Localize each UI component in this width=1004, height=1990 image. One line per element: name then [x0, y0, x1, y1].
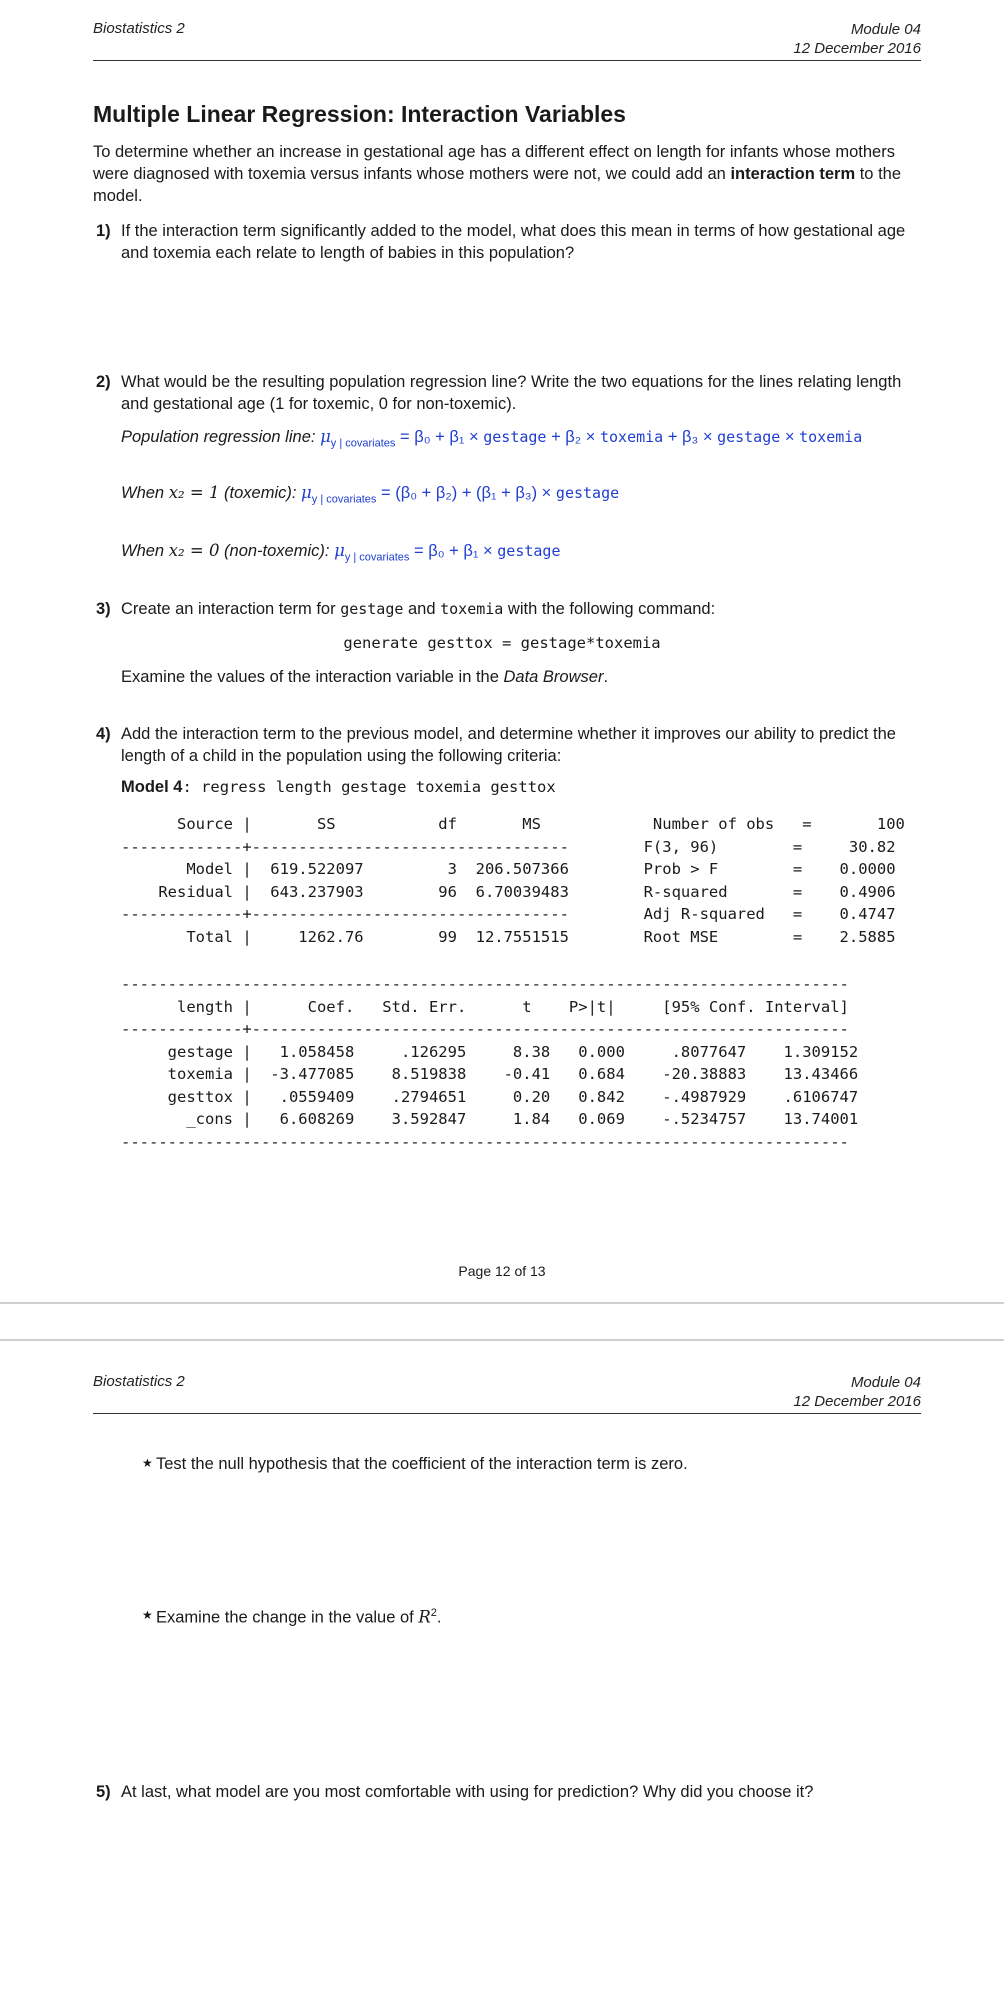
question-number: 5) [96, 1783, 111, 1801]
mu-symbol: μ [334, 541, 345, 560]
q3-text: and [403, 600, 441, 618]
eq-var-gestage: gestage [497, 542, 561, 560]
anova-row: Residual | 643.237903 96 6.70039483 R-squared = 0.4906 [121, 882, 896, 901]
question-number: 2) [96, 373, 111, 391]
question-1 [96, 220, 926, 264]
anova-table [121, 813, 905, 948]
header-module: Module 04 [850, 21, 921, 38]
coef-header: length | Coef. Std. Err. t P>|t| [95% Conf. Interval] [121, 997, 849, 1016]
equation-label: When [121, 542, 165, 560]
bullet-null-hypothesis [142, 1455, 688, 1474]
model-label: Model 4 [121, 778, 183, 796]
header-module-date [793, 1373, 921, 1411]
q3-text: Create an interaction term for [121, 600, 341, 618]
question-text [121, 598, 926, 620]
bullet-text: Test the null hypothesis that the coefficient of the interaction term is zero. [156, 1455, 688, 1473]
mu-subscript: y | covariates [311, 493, 377, 506]
eq-part: × [784, 428, 795, 446]
mu-subscript: y | covariates [330, 437, 396, 450]
anova-row: Source | SS df MS Number of obs = 100 [121, 815, 905, 833]
question-5 [96, 1781, 926, 1803]
header-date: 12 December 2016 [793, 1393, 921, 1410]
intro-paragraph [93, 141, 923, 207]
equation-note: (non-toxemic): [224, 542, 330, 560]
coef-row: gesttox | .0559409 .2794651 0.20 0.842 -.4987929 .6106747 [121, 1087, 859, 1106]
eq-var-gestage: gestage [717, 428, 781, 446]
q3-var-toxemia: toxemia [440, 600, 504, 618]
eq-var-toxemia: toxemia [600, 428, 664, 446]
coef-row: _cons | 6.608269 3.592847 1.84 0.069 -.5234757 13.74001 [121, 1110, 859, 1128]
page-number: Page 12 of 13 [458, 1263, 546, 1279]
header-course: Biostatistics 2 [93, 1373, 185, 1390]
r-squared-symbol: R [418, 1607, 431, 1627]
coef-divider: -------------+---------------------------------------------------------------- [121, 1020, 849, 1038]
toxemic-equation [121, 483, 619, 505]
page-header [93, 1373, 921, 1414]
generate-command: generate gesttox = gestage*toxemia [343, 634, 661, 652]
equation-expression [320, 427, 863, 450]
intro-text-before: To determine whether an increase in gestational age has a different effect on length for infants whose mothers were diagnosed with toxemia versus infants whose mothers were not, we could add an [93, 143, 895, 183]
question-number: 4) [96, 725, 111, 743]
header-date: 12 December 2016 [793, 40, 921, 57]
anova-row: Model | 619.522097 3 206.507366 Prob > F = 0.0000 [121, 860, 896, 878]
equation-label: When [121, 484, 165, 502]
question-text: What would be the resulting population regression line? Write the two equations for the lines relating length and gestational age (1 for toxemic, 0 for non-toxemic). [121, 373, 902, 413]
bullet-r-squared [142, 1607, 442, 1628]
anova-row: Total | 1262.76 99 12.7551515 Root MSE = 2.5885 [121, 927, 896, 946]
coef-row: gestage | 1.058458 .126295 8.38 0.000 .8077647 1.309152 [121, 1042, 859, 1061]
data-browser-label: Data Browser [503, 668, 604, 686]
q3-text: with the following command: [503, 600, 716, 618]
equation-condition: x₂ = 1 [168, 483, 220, 502]
page-header [93, 20, 921, 61]
eq-part: = β₀ + β₁ × [400, 428, 479, 446]
equation-label: Population regression line: [121, 428, 316, 446]
question-number: 1) [96, 222, 111, 240]
header-module-date [793, 20, 921, 58]
eq-var-gestage: gestage [483, 428, 547, 446]
header-course: Biostatistics 2 [93, 20, 185, 37]
section-title: Multiple Linear Regression: Interaction Variables [93, 101, 626, 127]
question-3 [96, 598, 926, 620]
intro-bold-term: interaction term [730, 165, 856, 183]
question-text: If the interaction term significantly added to the model, what does this mean in terms of how gestational age and toxemia each relate to length of babies in this population? [121, 222, 906, 262]
coef-divider: ------------------------------------------------------------------------------ [121, 975, 849, 993]
eq-part: = (β₀ + β₂) + (β₁ + β₃) × [380, 484, 552, 502]
coef-divider: ------------------------------------------------------------------------------ [121, 1132, 849, 1151]
bullet-text: Examine the change in the value of [156, 1608, 419, 1627]
equation-expression [334, 541, 561, 564]
page-13 [0, 1340, 1004, 1990]
model-command: : regress length gestage toxemia gesttox [182, 778, 556, 796]
bullet-text: . [436, 1608, 442, 1627]
header-module: Module 04 [850, 1374, 921, 1391]
equation-note: (toxemic): [224, 484, 297, 502]
r-squared-exponent: 2 [430, 1607, 437, 1619]
examine-text: . [603, 668, 609, 686]
star-bullet-icon: ★ [142, 1608, 153, 1622]
non-toxemic-equation [121, 541, 560, 563]
mu-subscript: y | covariates [344, 551, 410, 564]
equation-expression [301, 483, 620, 506]
intro-text-after: to the model. [93, 165, 902, 205]
page-separator [0, 1302, 1004, 1304]
eq-part: + β₃ × [667, 428, 713, 446]
q3-var-gestage: gestage [340, 600, 404, 618]
eq-part: = β₀ + β₁ × [414, 542, 493, 560]
mu-symbol: μ [301, 483, 312, 502]
eq-var-toxemia: toxemia [799, 428, 863, 446]
eq-part: + β₂ × [551, 428, 596, 446]
question-4 [96, 723, 926, 767]
coef-row: toxemia | -3.477085 8.519838 -0.41 0.684 -20.38883 13.43466 [121, 1065, 859, 1083]
eq-var-gestage: gestage [555, 484, 620, 502]
anova-divider: -------------+---------------------------------- F(3, 96) = 30.82 [121, 837, 896, 856]
anova-divider: -------------+---------------------------------- Adj R-squared = 0.4747 [121, 905, 896, 923]
mu-symbol: μ [320, 427, 331, 446]
star-bullet-icon: ★ [142, 1456, 153, 1470]
coefficient-table [121, 973, 858, 1153]
equation-condition: x₂ = 0 [168, 541, 220, 560]
question-2 [96, 371, 926, 415]
examine-note [121, 666, 921, 688]
question-text: At last, what model are you most comfortable with using for prediction? Why did you choose it? [121, 1783, 814, 1801]
question-text: Add the interaction term to the previous model, and determine whether it improves our ability to predict the length of a child in the population using the following criteria: [121, 725, 896, 765]
examine-text: Examine the values of the interaction variable in the [121, 668, 504, 686]
question-number: 3) [96, 600, 111, 618]
population-regression-line [121, 427, 862, 449]
model-4-label [121, 778, 556, 797]
